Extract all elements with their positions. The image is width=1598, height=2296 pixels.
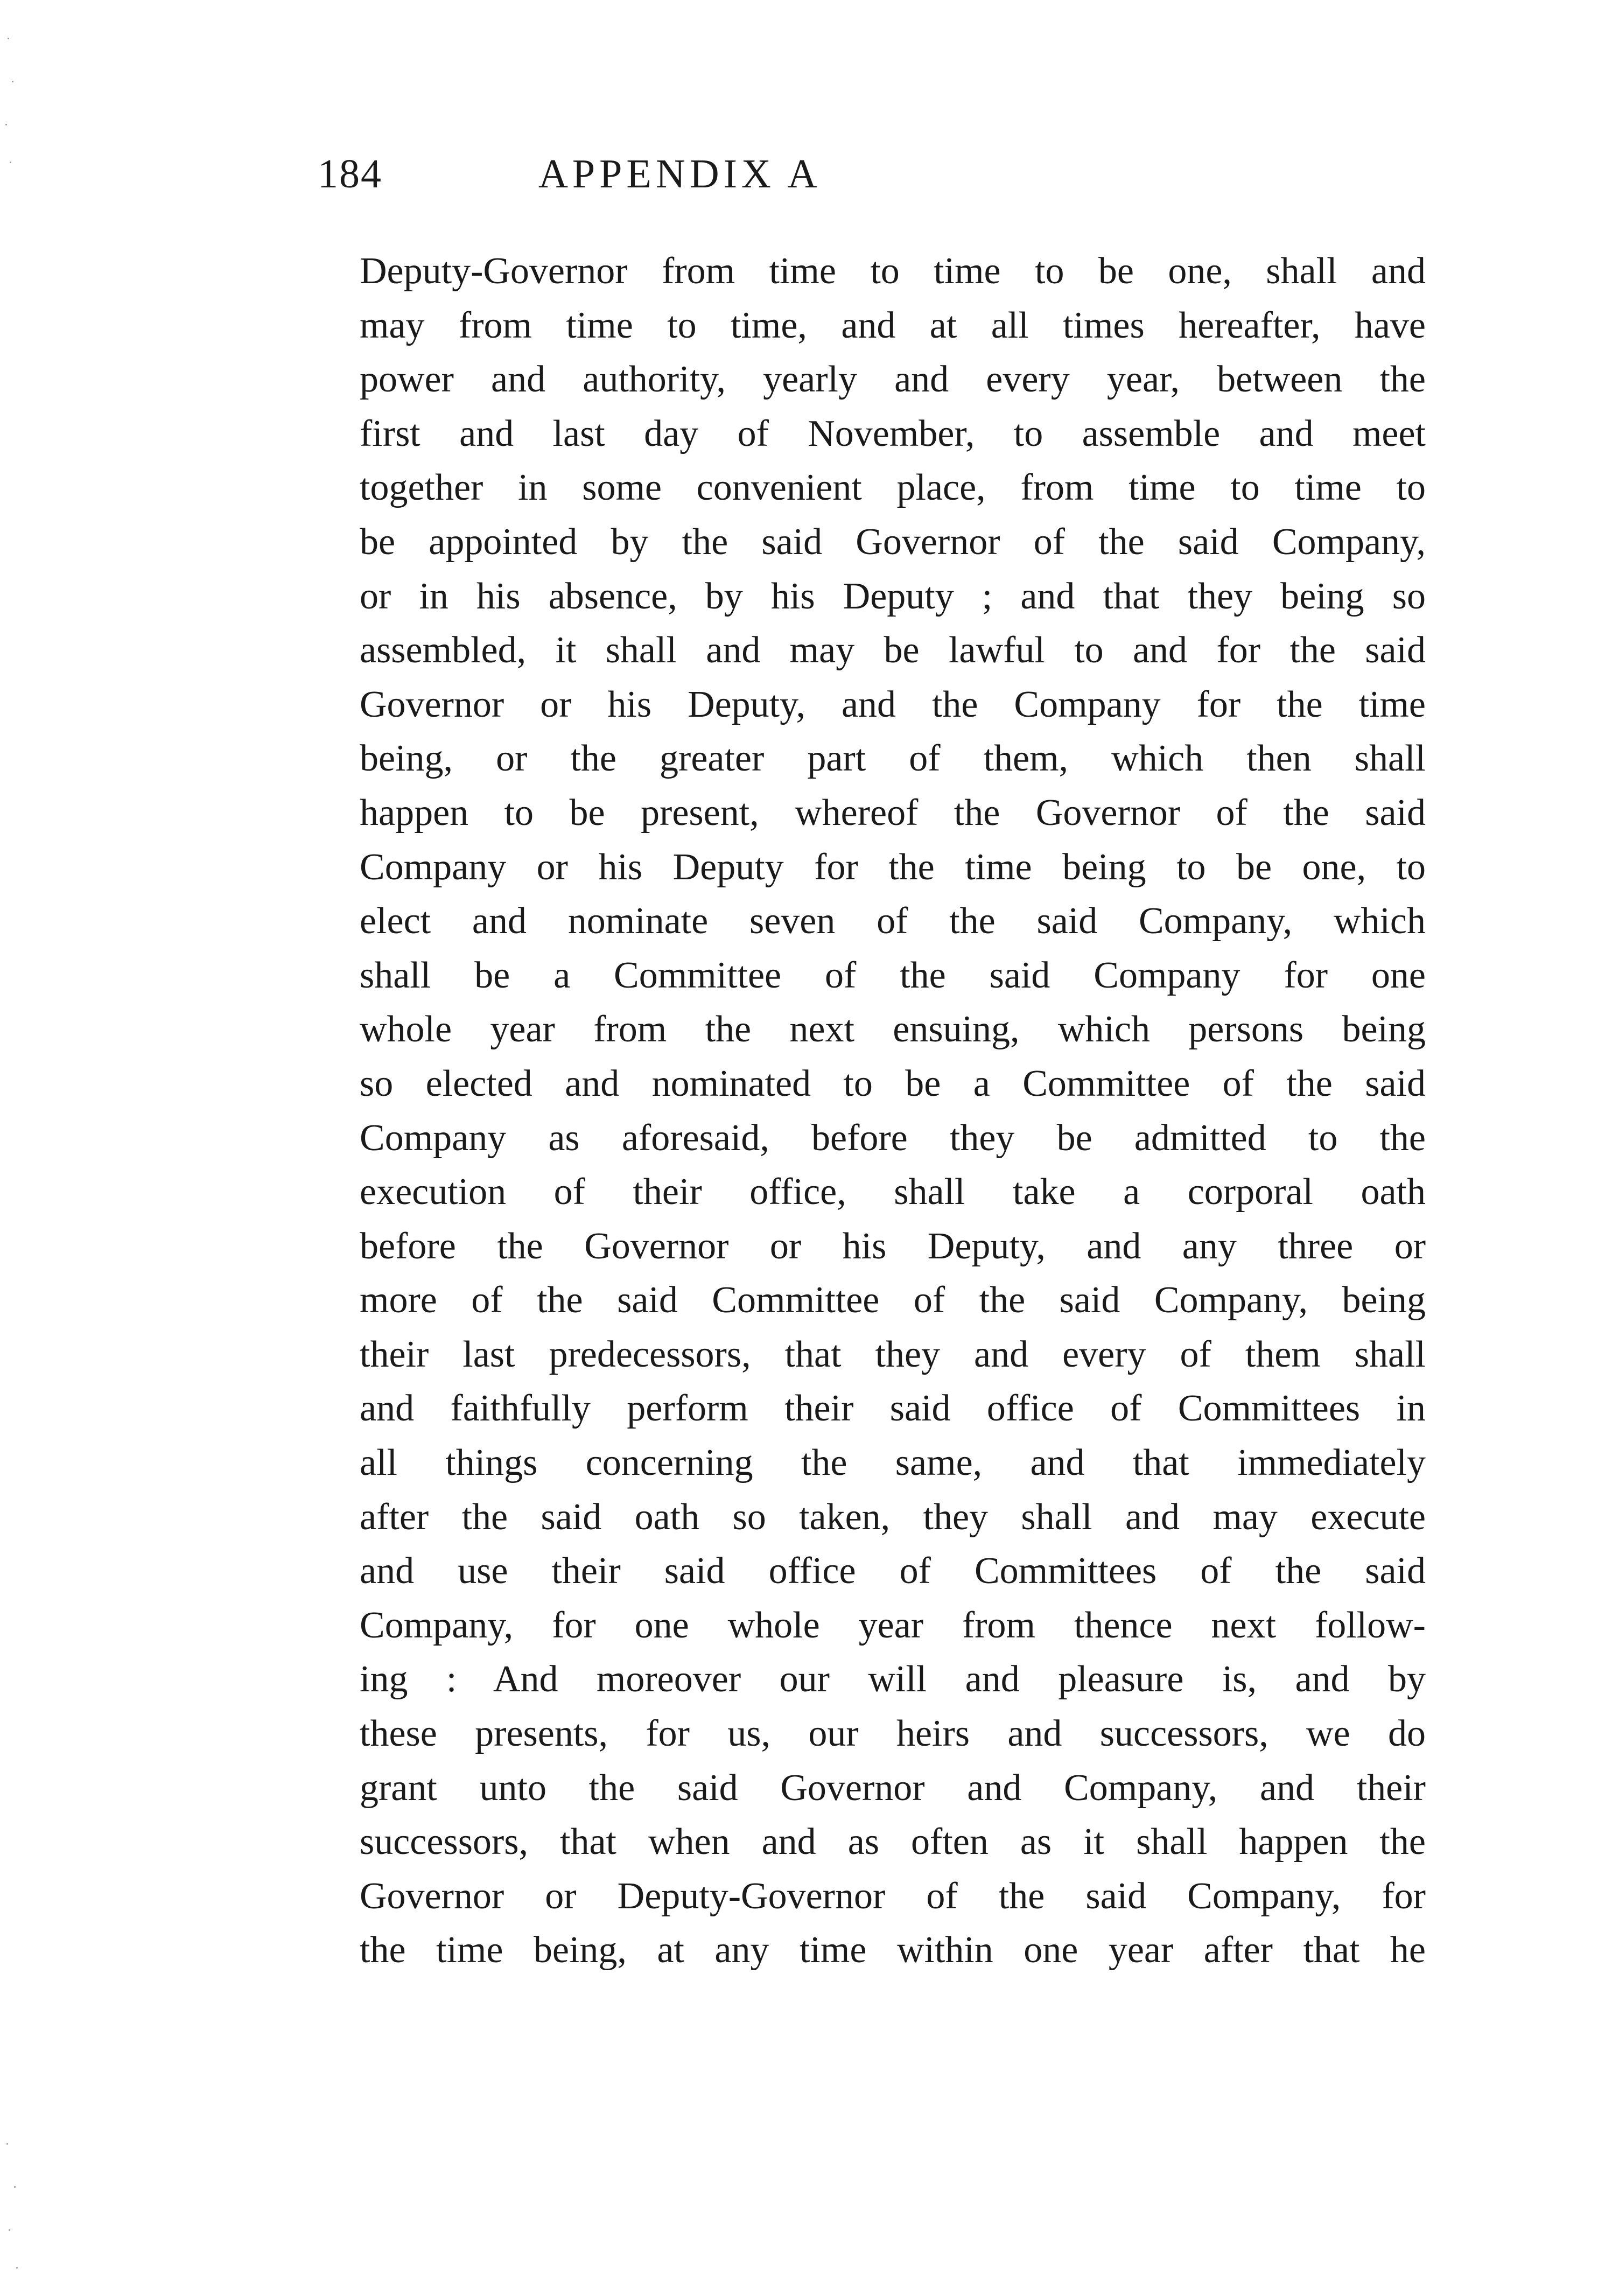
text-line: or in his absence, by his Deputy ; and that they being so <box>360 575 1426 617</box>
text-line: first and last day of November, to assemble and meet <box>360 412 1426 454</box>
text-line: successors, that when and as often as it shall happen the <box>360 1821 1426 1863</box>
text-line: their last predecessors, that they and every of them shall <box>360 1333 1426 1375</box>
text-line: shall be a Committee of the said Company for one <box>360 954 1426 996</box>
speck <box>12 81 13 82</box>
speck <box>10 162 11 163</box>
text-line: more of the said Committee of the said Company, being <box>360 1279 1426 1321</box>
page-number: 184 <box>318 151 382 197</box>
text-line: Company as aforesaid, before they be admitted to the <box>360 1117 1426 1159</box>
speck <box>16 2267 18 2269</box>
page-edge-specks <box>0 0 32 2296</box>
speck <box>8 38 9 39</box>
text-line: all things concerning the same, and that immediately <box>360 1442 1426 1484</box>
text-line: Governor or Deputy-Governor of the said Company, for <box>360 1875 1426 1917</box>
text-line: be appointed by the said Governor of the said Company, <box>360 521 1426 563</box>
text-line: Deputy-Governor from time to time to be one, shall and <box>360 250 1426 292</box>
text-line: together in some convenient place, from time to time to <box>360 467 1426 509</box>
text-line: may from time to time, and at all times hereafter, have <box>360 304 1426 346</box>
text-line: and use their said office of Committees of the said <box>360 1550 1426 1592</box>
text-line: and faithfully perform their said office of Committees in <box>360 1388 1426 1430</box>
text-line: execution of their office, shall take a corporal oath <box>360 1171 1426 1213</box>
text-line: Company or his Deputy for the time being to be one, to <box>360 846 1426 888</box>
text-line: happen to be present, whereof the Governor of the said <box>360 792 1426 834</box>
text-line: after the said oath so taken, they shall and may execute <box>360 1496 1426 1538</box>
text-line: power and authority, yearly and every year, between the <box>360 359 1426 401</box>
running-title: APPENDIX A <box>538 151 822 197</box>
text-line: ing : And moreover our will and pleasure is, and by <box>360 1658 1426 1700</box>
speck <box>9 2229 10 2231</box>
text-line: elect and nominate seven of the said Company, which <box>360 900 1426 942</box>
text-line: so elected and nominated to be a Committee of the said <box>360 1062 1426 1104</box>
text-line: Governor or his Deputy, and the Company for the time <box>360 683 1426 725</box>
text-line: being, or the greater part of them, which then shall <box>360 738 1426 780</box>
text-line: Company, for one whole year from thence next follow- <box>360 1604 1426 1646</box>
body-text <box>360 244 1426 1978</box>
text-line: before the Governor or his Deputy, and any three or <box>360 1225 1426 1267</box>
speck <box>14 2186 16 2188</box>
text-line: grant unto the said Governor and Company, and their <box>360 1767 1426 1809</box>
text-line: these presents, for us, our heirs and successors, we do <box>360 1713 1426 1755</box>
speck <box>5 124 7 125</box>
text-line: whole year from the next ensuing, which persons being <box>360 1009 1426 1051</box>
text-line: the time being, at any time within one year after that he <box>360 1929 1426 1971</box>
running-head <box>318 144 1082 204</box>
speck <box>6 2143 8 2145</box>
text-line: assembled, it shall and may be lawful to and for the said <box>360 629 1426 671</box>
